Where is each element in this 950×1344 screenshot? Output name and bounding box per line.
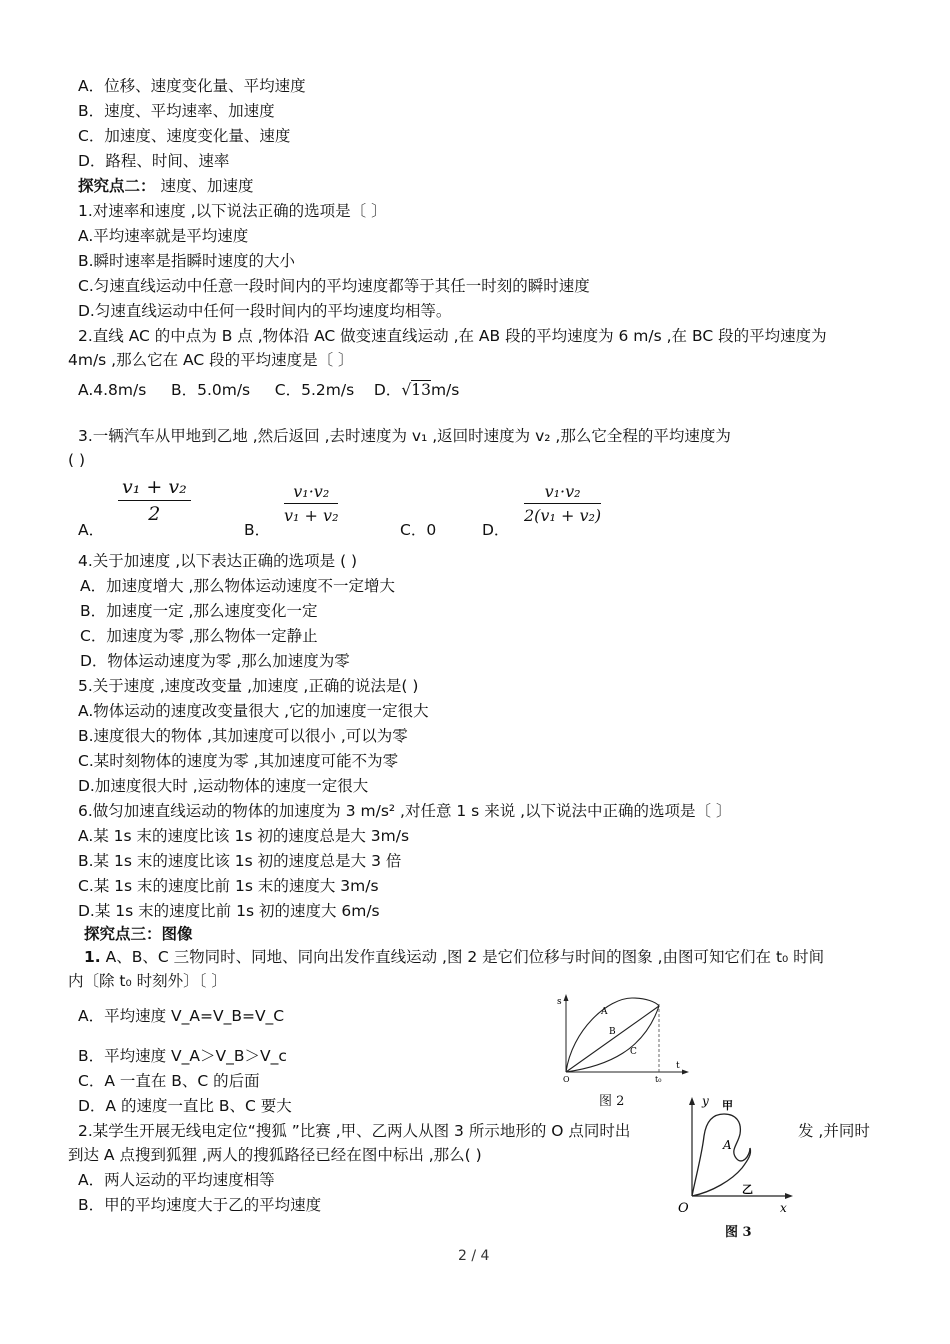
fig3-axis-x-label: x bbox=[780, 1201, 787, 1215]
q3-option-c: C．0 bbox=[400, 521, 437, 539]
q6-option-a: A.某 1s 末的速度比该 1s 初的速度总是大 3m/s bbox=[78, 827, 410, 845]
q4-stem: 4.关于加速度 ,以下表达正确的选项是 ( ) bbox=[78, 552, 358, 570]
fig3-x-arrow-icon bbox=[785, 1193, 793, 1199]
q3-label-a: A． bbox=[78, 521, 105, 539]
q6-option-d: D.某 1s 末的速度比前 1s 初的速度大 6m/s bbox=[78, 902, 380, 920]
q3-label-d: D． bbox=[482, 521, 510, 539]
g1-option-b: B．平均速度 V_A＞V_B＞V_c bbox=[78, 1047, 287, 1065]
q3-fraction-d-numerator: v₁·v₂ bbox=[544, 482, 581, 501]
g1-number: 1. bbox=[84, 948, 101, 966]
fig3-path-yi-label: 乙 bbox=[742, 1183, 753, 1196]
q4-option-c: C．加速度为零 ,那么物体一定静止 bbox=[80, 627, 318, 645]
fraction-bar bbox=[284, 503, 338, 504]
q1-option-d: D.匀速直线运动中任何一段时间内的平均速度均相等。 bbox=[78, 302, 452, 320]
g1-stem-text: A、B、C 三物同时、同地、同向出发作直线运动 ,图 2 是它们位移与时间的图象 ,由图可知它们在 t₀ 时间 bbox=[100, 948, 825, 966]
g1-stem-line2: 内〔除 t₀ 时刻外〕〔 〕 bbox=[68, 972, 227, 990]
q3-fraction-a-denominator: 2 bbox=[148, 503, 161, 525]
q2-options-row bbox=[78, 380, 459, 400]
q5-option-a: A.物体运动的速度改变量很大 ,它的加速度一定很大 bbox=[78, 702, 429, 720]
q3-fraction-b bbox=[284, 482, 338, 525]
q2-option-d bbox=[374, 380, 459, 399]
q5-option-c: C.某时刻物体的速度为零 ,其加速度可能不为零 bbox=[78, 752, 399, 770]
q0-option-a: A．位移、速度变化量、平均速度 bbox=[78, 77, 306, 95]
fig3-path-jia-label: 甲 bbox=[722, 1099, 733, 1112]
figure-2-graph bbox=[552, 992, 692, 1084]
q2-option-d-radicand: 13 bbox=[411, 381, 431, 399]
q4-option-a: A．加速度增大 ,那么物体运动速度不一定增大 bbox=[80, 577, 395, 595]
fig2-axis-s-label: s bbox=[557, 997, 562, 1007]
fig3-origin-label: O bbox=[678, 1201, 689, 1216]
figure-3-caption: 图 3 bbox=[725, 1225, 752, 1240]
g1-option-c: C．A 一直在 B、C 的后面 bbox=[78, 1072, 260, 1090]
g2-option-b: B．甲的平均速度大于乙的平均速度 bbox=[78, 1196, 322, 1214]
q1-stem: 1.对速率和速度 ,以下说法正确的选项是〔 〕 bbox=[78, 202, 387, 220]
fraction-bar bbox=[118, 500, 191, 501]
q3-fraction-b-denominator: v₁ + v₂ bbox=[284, 506, 339, 525]
q2-option-d-prefix: D． bbox=[373, 381, 402, 399]
q5-option-d: D.加速度很大时 ,运动物体的速度一定很大 bbox=[78, 777, 369, 795]
fig2-line-b-label: B bbox=[609, 1027, 616, 1037]
fig3-point-a-label: A bbox=[723, 1138, 732, 1152]
q0-option-d: D．路程、时间、速率 bbox=[78, 152, 230, 170]
g1-option-a: A．平均速度 V_A=V_B=V_C bbox=[78, 1007, 285, 1025]
q6-option-b: B.某 1s 末的速度比该 1s 初的速度总是大 3 倍 bbox=[78, 852, 402, 870]
q3-label-b: B． bbox=[244, 521, 271, 539]
q1-option-a: A.平均速率就是平均速度 bbox=[78, 227, 249, 245]
fig2-curve-c-label: C bbox=[630, 1047, 637, 1057]
q2-option-b: B．5.0m/s bbox=[170, 381, 251, 399]
q3-fraction-a-numerator: v₁ + v₂ bbox=[122, 476, 187, 498]
q5-stem: 5.关于速度 ,速度改变量 ,加速度 ,正确的说法是( ) bbox=[78, 677, 419, 695]
sqrt-icon: √ bbox=[401, 381, 412, 399]
q2-option-a: A.4.8m/s bbox=[78, 381, 147, 399]
g2-stem-line1-right: 发 ,并同时 bbox=[798, 1122, 870, 1140]
g1-stem-line1 bbox=[84, 947, 824, 967]
q0-option-b: B．速度、平均速率、加速度 bbox=[78, 102, 275, 120]
q2-stem-line1: 2.直线 AC 的中点为 B 点 ,物体沿 AC 做变速直线运动 ,在 AB 段的平均速度为 6 m/s ,在 BC 段的平均速度为 bbox=[78, 327, 827, 345]
q1-option-c: C.匀速直线运动中任意一段时间内的平均速度都等于其任一时刻的瞬时速度 bbox=[78, 277, 590, 295]
q3-fraction-d-denominator: 2(v₁ + v₂) bbox=[524, 506, 602, 525]
q2-option-c: C．5.2m/s bbox=[274, 381, 355, 399]
fig3-axis-y-label: y bbox=[702, 1094, 709, 1108]
q3-fraction-d bbox=[524, 482, 601, 525]
q2-stem-line2: 4m/s ,那么它在 AC 段的平均速度是〔 〕 bbox=[68, 351, 354, 369]
fig2-t0-label: t₀ bbox=[655, 1075, 662, 1084]
q4-option-d: D．物体运动速度为零 ,那么加速度为零 bbox=[80, 652, 350, 670]
fig2-line-b bbox=[566, 1006, 659, 1072]
q3-fraction-a bbox=[118, 476, 191, 525]
section3-heading: 探究点三：图像 bbox=[84, 925, 193, 943]
q0-option-c: C．加速度、速度变化量、速度 bbox=[78, 127, 291, 145]
q2-option-d-unit: m/s bbox=[430, 381, 460, 399]
figure-3-graph bbox=[672, 1092, 800, 1220]
fig2-axis-t-label: t bbox=[676, 1061, 680, 1071]
q4-option-b: B．加速度一定 ,那么速度变化一定 bbox=[80, 602, 318, 620]
figure-2-caption: 图 2 bbox=[599, 1094, 625, 1109]
section2-title: 速度、加速度 bbox=[160, 177, 254, 195]
fraction-bar bbox=[524, 503, 601, 504]
fig2-t-arrow-icon bbox=[682, 1070, 689, 1075]
q3-stem-line2: ( ) bbox=[68, 451, 86, 469]
q6-stem: 6.做匀加速直线运动的物体的加速度为 3 m/s² ,对任意 1 s 来说 ,以下说法中正确的选项是〔 〕 bbox=[78, 802, 732, 820]
page-number: 2 / 4 bbox=[458, 1248, 490, 1264]
fig2-s-arrow-icon bbox=[564, 994, 569, 1001]
g2-stem-line1-left: 2.某学生开展无线电定位“搜狐 ”比赛 ,甲、乙两人从图 3 所示地形的 O 点同时出 bbox=[78, 1122, 631, 1140]
section2-heading bbox=[78, 176, 253, 196]
g2-option-a: A．两人运动的平均速度相等 bbox=[78, 1171, 275, 1189]
q1-option-b: B.瞬时速率是指瞬时速度的大小 bbox=[78, 252, 296, 270]
section2-label: 探究点二： bbox=[78, 177, 156, 195]
q3-fraction-b-numerator: v₁·v₂ bbox=[293, 482, 330, 501]
g2-stem-line2: 到达 A 点搜到狐狸 ,两人的搜狐路径已经在图中标出 ,那么( ) bbox=[68, 1146, 482, 1164]
q5-option-b: B.速度很大的物体 ,其加速度可以很小 ,可以为零 bbox=[78, 727, 408, 745]
q6-option-c: C.某 1s 末的速度比前 1s 末的速度大 3m/s bbox=[78, 877, 379, 895]
g1-option-d: D．A 的速度一直比 B、C 要大 bbox=[78, 1097, 292, 1115]
fig2-origin-label: O bbox=[563, 1075, 570, 1084]
fig3-y-arrow-icon bbox=[689, 1097, 695, 1105]
fig2-curve-a-label: A bbox=[601, 1007, 608, 1017]
q3-stem-line1: 3.一辆汽车从甲地到乙地 ,然后返回 ,去时速度为 v₁ ,返回时速度为 v₂ ,那么它全程的平均速度为 bbox=[78, 427, 731, 445]
